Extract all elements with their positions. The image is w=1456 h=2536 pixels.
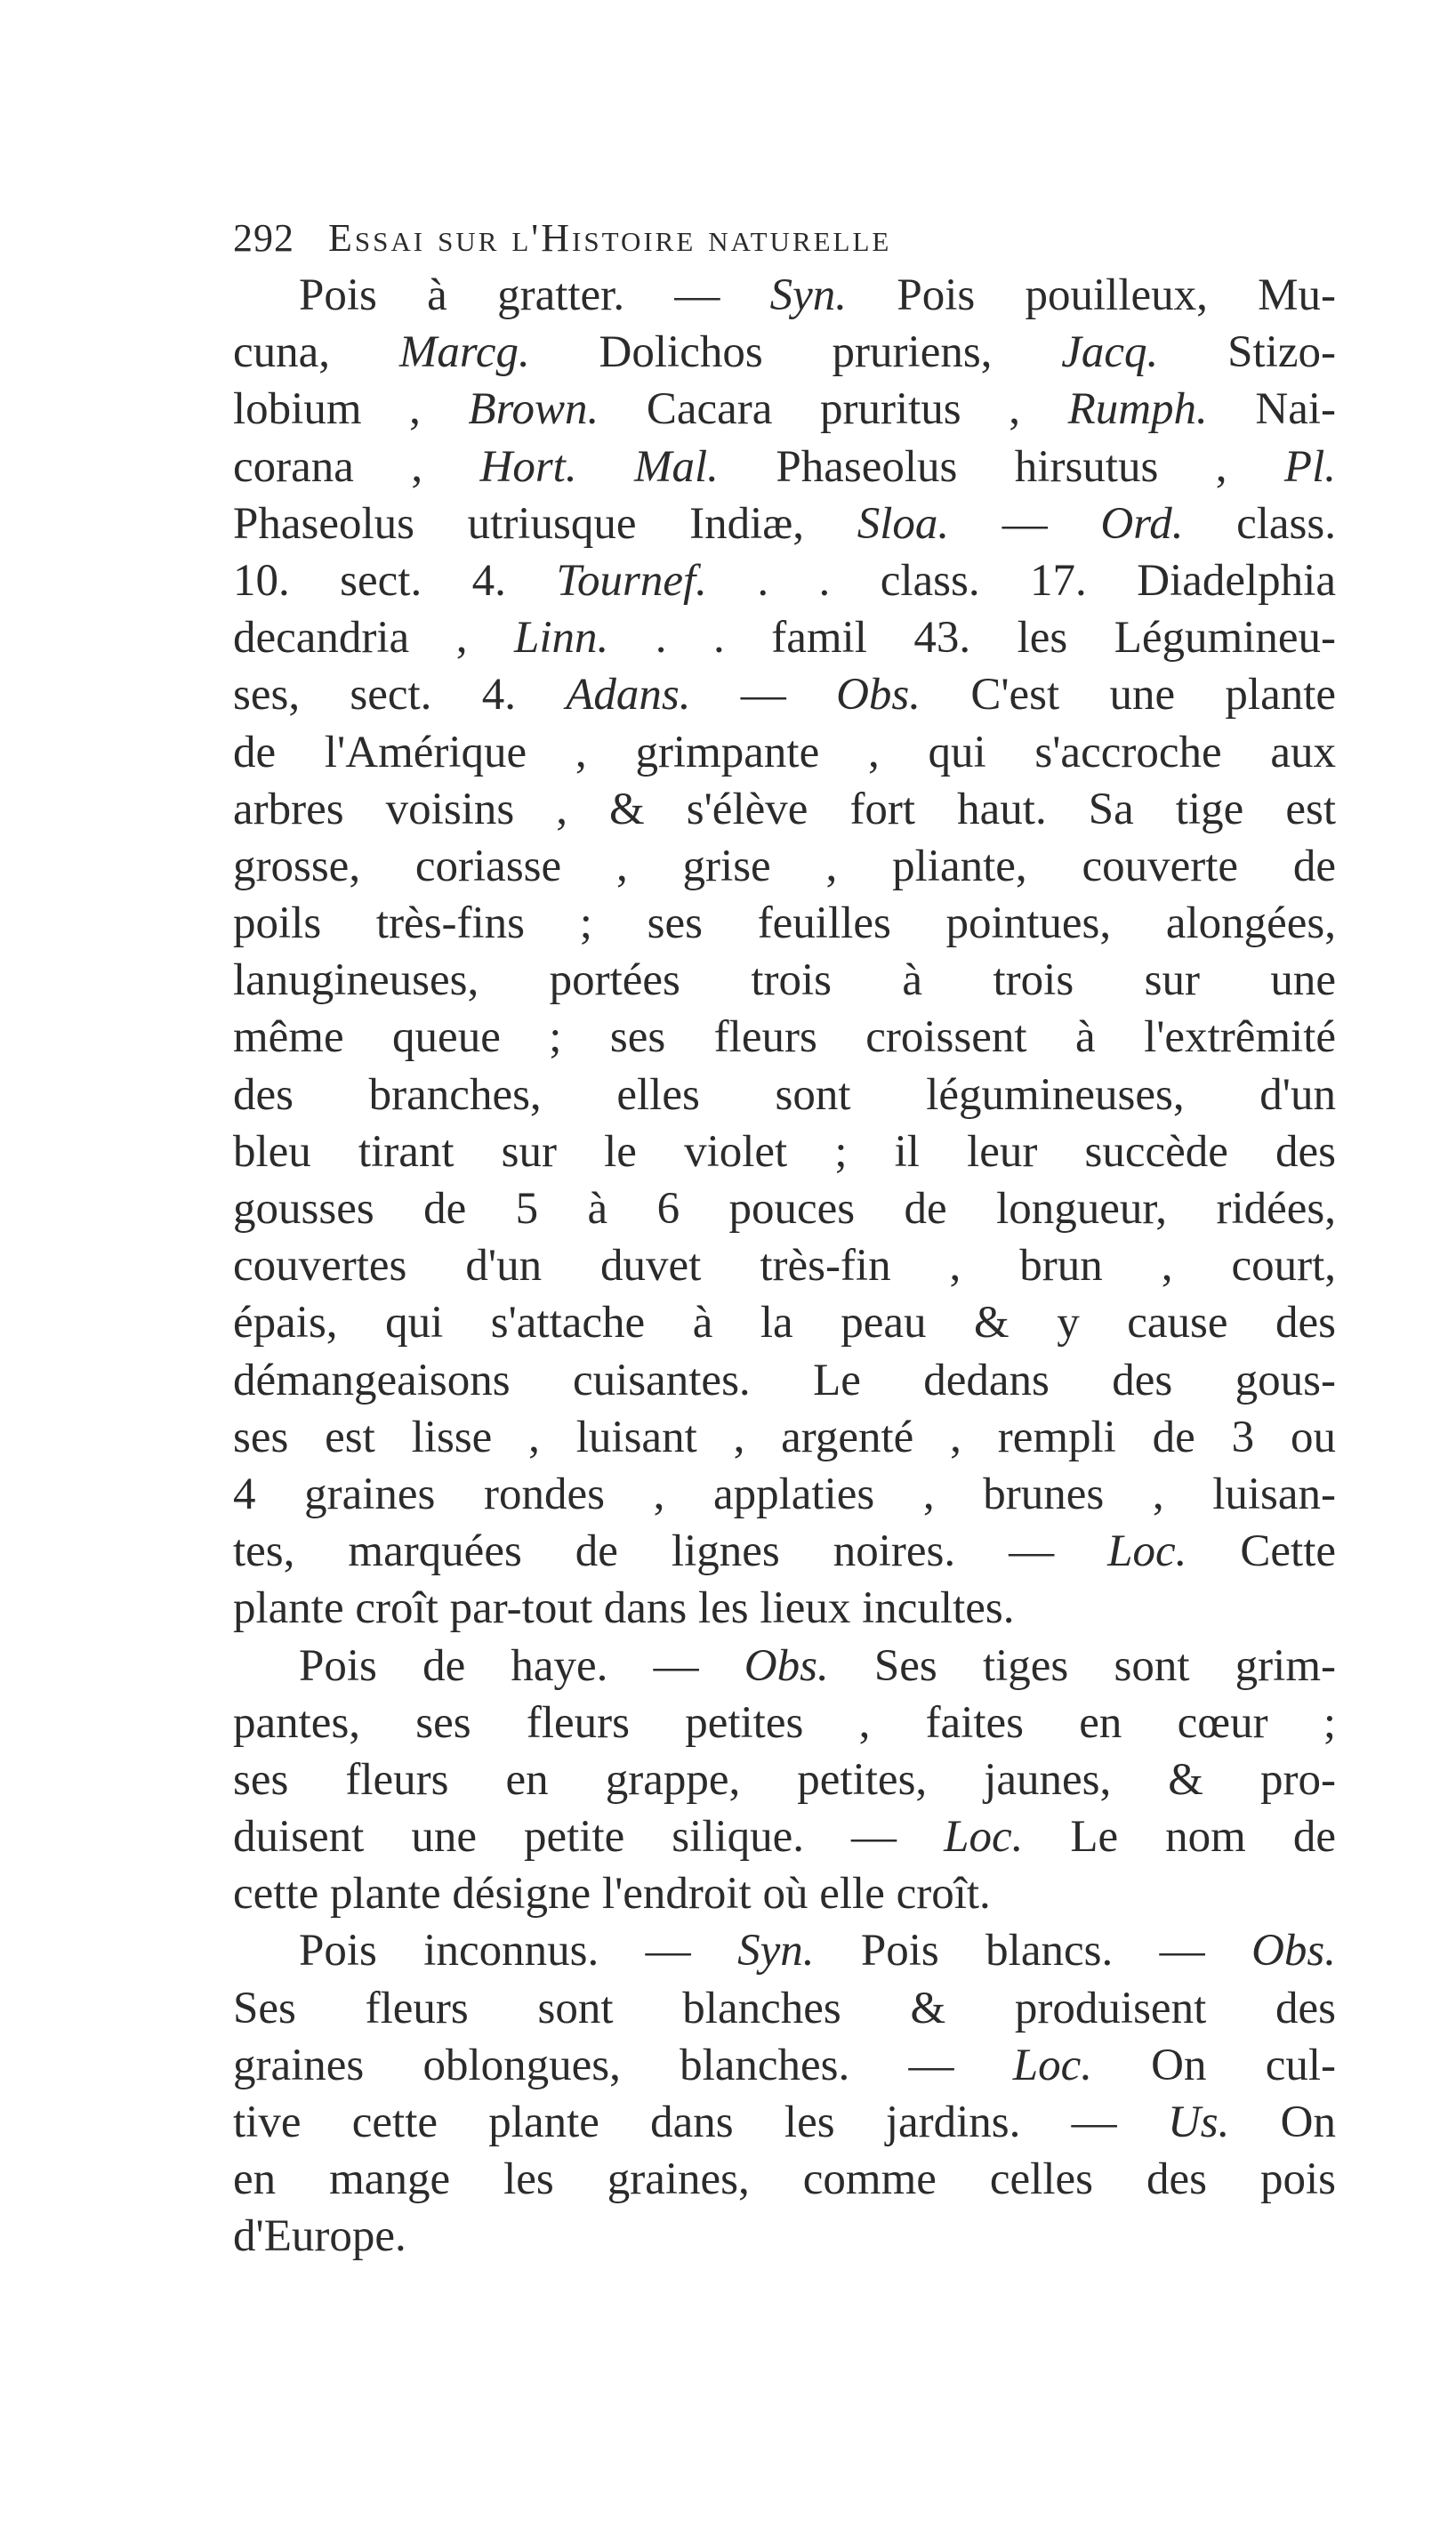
text-run: Cette — [1187, 1526, 1336, 1577]
text-run: Phaseolus hirsutus , — [718, 441, 1284, 492]
text-line — [233, 781, 1336, 838]
text-run: Pois à gratter. — — [299, 270, 770, 320]
italic-abbreviation: Loc. — [944, 1812, 1024, 1863]
text-run: Ses fleurs sont blanches & produisent des — [233, 1983, 1336, 2033]
text-run: Pois inconnus. — — [299, 1926, 738, 1976]
text-line — [233, 2208, 1336, 2265]
italic-abbreviation: Syn. — [737, 1926, 815, 1976]
italic-abbreviation: Hort. Mal. — [479, 441, 719, 492]
text-line — [233, 1123, 1336, 1180]
text-run: Stizo- — [1158, 327, 1336, 378]
text-line — [233, 1580, 1336, 1637]
italic-abbreviation: Tournef. — [556, 555, 707, 606]
italic-abbreviation: Obs. — [1251, 1926, 1336, 1976]
text-run: 4 graines rondes , applaties , brunes , luisan- — [233, 1469, 1336, 1519]
text-line — [233, 1180, 1336, 1237]
text-run: couvertes d'un duvet très-fin , brun , court, — [233, 1241, 1336, 1292]
text-run: Le nom de — [1023, 1812, 1336, 1863]
text-run: tive cette plante dans les jardins. — — [233, 2097, 1168, 2147]
text-line — [233, 952, 1336, 1009]
text-run: class. — [1183, 498, 1337, 549]
text-run: — — [690, 670, 837, 721]
italic-abbreviation: Brown. — [468, 384, 599, 435]
italic-abbreviation: Rumph. — [1067, 384, 1208, 435]
text-run: On — [1229, 2097, 1336, 2147]
text-run: . . famil 43. les Légumineu- — [608, 613, 1337, 664]
text-run: arbres voisins , & s'élève fort haut. Sa tige est — [233, 784, 1336, 834]
text-run: grosse, coriasse , grise , pliante, couverte de — [233, 841, 1336, 891]
italic-abbreviation: Jacq. — [1061, 327, 1159, 378]
running-title: Essai sur l'Histoire naturelle — [328, 216, 892, 260]
text-line — [233, 895, 1336, 952]
text-run: pantes, ses fleurs petites , faites en cœur ; — [233, 1697, 1336, 1748]
text-run: cette plante désigne l'endroit où elle croît. — [233, 1869, 991, 1920]
text-run: de l'Amérique , grimpante , qui s'accroche aux — [233, 727, 1336, 777]
text-run: tes, marquées de lignes noires. — — [233, 1526, 1108, 1577]
text-run: même queue ; ses fleurs croissent à l'extrêmité — [233, 1012, 1336, 1063]
text-run: Cacara pruritus , — [599, 384, 1068, 435]
text-run: — — [949, 498, 1101, 549]
text-run: d'Europe. — [233, 2211, 406, 2262]
text-line — [233, 1638, 1336, 1695]
text-run: lanugineuses, portées trois à trois sur une — [233, 955, 1336, 1006]
italic-abbreviation: Sloa. — [857, 498, 950, 549]
italic-abbreviation: Obs. — [744, 1640, 829, 1691]
text-run: Dolichos pruriens, — [529, 327, 1062, 378]
text-line — [233, 495, 1336, 552]
text-line — [233, 2094, 1336, 2151]
text-line — [233, 1922, 1336, 1979]
text-run: gousses de 5 à 6 pouces de longueur, ridées, — [233, 1184, 1336, 1234]
text-line — [233, 838, 1336, 895]
text-run: graines oblongues, blanches. — — [233, 2040, 1013, 2090]
text-line — [233, 1409, 1336, 1466]
text-line — [233, 1466, 1336, 1523]
italic-abbreviation: Ord. — [1100, 498, 1184, 549]
text-line — [233, 1751, 1336, 1808]
italic-abbreviation: Marcg. — [398, 327, 530, 378]
page-number: 292 — [233, 216, 294, 260]
text-line — [233, 1294, 1336, 1351]
text-line — [233, 1352, 1336, 1409]
italic-abbreviation: Obs. — [836, 670, 921, 721]
italic-abbreviation: Adans. — [566, 670, 691, 721]
text-line — [233, 267, 1336, 324]
italic-abbreviation: Loc. — [1012, 2040, 1092, 2090]
text-run: poils très-fins ; ses feuilles pointues, alongées, — [233, 898, 1336, 949]
text-run: en mange les graines, comme celles des pois — [233, 2154, 1336, 2205]
italic-abbreviation: Syn. — [769, 270, 848, 320]
text-line — [233, 1695, 1336, 1751]
text-run: C'est une plante — [921, 670, 1337, 721]
text-run: ses est lisse , luisant , argenté , rempli de 3 ou — [233, 1412, 1336, 1462]
text-run: duisent une petite silique. — — [233, 1812, 945, 1863]
text-run: ses, sect. 4. — [233, 670, 567, 721]
running-head — [233, 212, 1211, 265]
text-line — [233, 1237, 1336, 1294]
text-run: Phaseolus utriusque Indiæ, — [233, 498, 857, 549]
text-line — [233, 2037, 1336, 2094]
italic-abbreviation: Pl. — [1283, 441, 1336, 492]
text-run: cuna, — [233, 327, 399, 378]
text-line — [233, 324, 1336, 381]
text-run: démangeaisons cuisantes. Le dedans des gous- — [233, 1355, 1336, 1405]
text-run: ses fleurs en grappe, petites, jaunes, & pro- — [233, 1754, 1336, 1805]
text-run: 10. sect. 4. — [233, 555, 557, 606]
text-line — [233, 439, 1336, 495]
text-line — [233, 666, 1336, 723]
text-run: On cul- — [1091, 2040, 1336, 2090]
italic-abbreviation: Us. — [1167, 2097, 1230, 2147]
text-line — [233, 1523, 1336, 1580]
text-run: decandria , — [233, 613, 514, 664]
text-run: Pois blancs. — — [814, 1926, 1252, 1976]
text-run: lobium , — [233, 384, 469, 435]
text-run: bleu tirant sur le violet ; il leur succède des — [233, 1126, 1336, 1177]
text-line — [233, 1009, 1336, 1066]
text-run: Pois de haye. — — [299, 1640, 744, 1691]
text-line — [233, 381, 1336, 438]
text-line — [233, 1067, 1336, 1123]
text-line — [233, 609, 1336, 666]
text-run: Ses tiges sont grim- — [828, 1640, 1336, 1691]
text-run: . . class. 17. Diadelphia — [706, 555, 1336, 606]
body-text — [233, 267, 1336, 2266]
text-run: corana , — [233, 441, 480, 492]
italic-abbreviation: Linn. — [513, 613, 609, 664]
text-run: des branches, elles sont légumineuses, d'un — [233, 1069, 1336, 1120]
italic-abbreviation: Loc. — [1107, 1526, 1187, 1577]
text-run: Nai- — [1207, 384, 1336, 435]
text-line — [233, 1980, 1336, 2037]
text-line — [233, 1808, 1336, 1865]
text-line — [233, 2151, 1336, 2208]
text-line — [233, 724, 1336, 781]
text-run: plante croît par-tout dans les lieux incultes. — [233, 1583, 1015, 1634]
text-run: épais, qui s'attache à la peau & y cause des — [233, 1298, 1336, 1349]
text-line — [233, 1865, 1336, 1922]
text-line — [233, 552, 1336, 609]
text-run: Pois pouilleux, Mu- — [847, 270, 1336, 320]
